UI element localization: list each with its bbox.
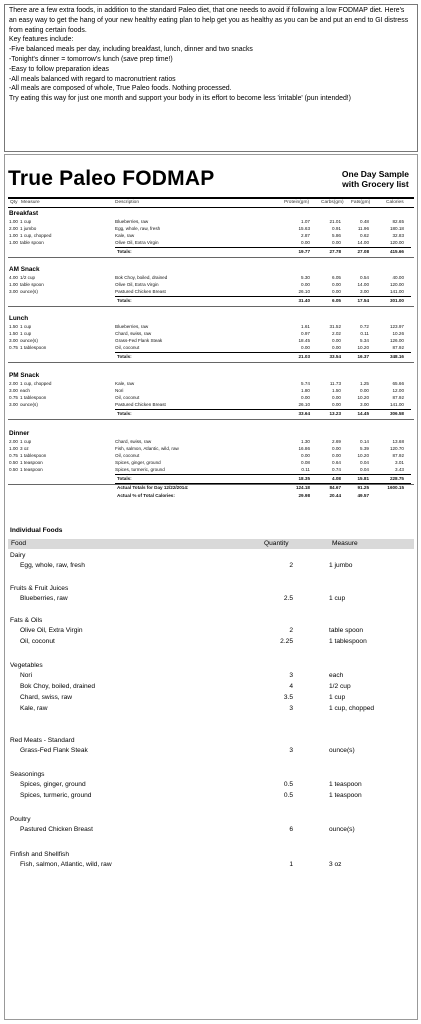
meal-row [5,226,417,232]
cell-carbs: 21.01 [329,219,341,224]
totals-value: 31.40 [298,298,310,303]
header-calories: Calories [386,200,404,205]
intro-text [4,4,418,152]
cell-fats: 0.72 [360,324,369,329]
meal-row [5,453,417,459]
food-category: Red Meats - Standard [10,737,75,744]
cell-fats: 0.14 [360,439,369,444]
food-measure: 1 cup, chopped [329,705,375,712]
food-quantity: 2.25 [280,638,293,645]
meal-row [5,395,417,401]
cell-protein: 26.10 [298,402,310,407]
meal-row [5,402,417,408]
food-name: Bok Choy, boiled, drained [20,683,96,690]
totals-value: 33.64 [298,411,310,416]
cell-protein: 2.87 [301,233,310,238]
header-description: Description [115,200,139,205]
food-name: Fish, salmon, Atlantic, wild, raw [20,861,112,868]
cell-carbs: 5.86 [332,233,341,238]
cell-fats: 5.34 [360,338,369,343]
totals-value: 27.08 [357,249,369,254]
cell-measure: 1 jumbo [20,226,37,231]
cell-description: Fish, salmon, Atlantic, wild, raw [115,446,179,451]
cell-description: Bok Choy, boiled, drained [115,275,168,280]
cell-measure: each [20,388,30,393]
cell-qty: 0.75 [9,453,18,458]
day-totals-row [5,485,417,491]
meal-totals-row [5,411,417,417]
totals-value: 228.75 [389,476,404,481]
meal-row [5,331,417,337]
meal-section-title: PM Snack [9,372,40,379]
cell-carbs: 0.00 [332,395,341,400]
food-measure: each [329,672,344,679]
food-quantity: 2.5 [283,595,293,602]
food-quantity: 1 [289,861,293,868]
meal-row [5,460,417,466]
meal-section-title: Dinner [9,430,30,437]
meal-row [5,446,417,452]
header-carbs: Carbs(gm) [321,200,344,205]
totals-label: Totals: [117,249,132,254]
totals-value: 6.05 [332,298,341,303]
cell-measure: 1 cup [20,219,32,224]
intro-line: Try eating this way for just one month and support your body in its effort to become less 'irritable' (pun intended!) [9,95,351,103]
meal-totals-row [5,476,417,482]
food-measure: 1 tablespoon [329,638,367,645]
food-measure: ounce(s) [329,747,355,754]
totals-value: 20.44 [329,493,341,498]
totals-value: 84.67 [329,485,341,490]
header-food-measure: Measure [332,540,358,547]
cell-description: Pastured Chicken Breast [115,289,166,294]
meal-table-header [5,199,417,207]
intro-paragraph: There are a few extra foods, in addition to the standard Paleo diet, that one needs to avoid if following a low FODMAP diet. Here's an easy way to get the hang of your new healthy eating plan to help get you as healthy as you can be and put an end to GI distress from eating certain foods. [9,7,409,34]
subtitle-line: with Grocery list [342,179,409,189]
cell-carbs: 0.00 [332,240,341,245]
cell-calories: 120.70 [389,446,404,451]
cell-carbs: 0.74 [332,467,341,472]
meal-section-title: Lunch [9,315,29,322]
meal-totals-row [5,298,417,304]
cell-carbs: 0.91 [332,226,341,231]
cell-description: Blueberries, raw [115,324,149,329]
food-name: Blueberries, raw [20,595,68,602]
intro-line: -Tonight's dinner = tomorrow's lunch (save prep time!) [9,55,173,63]
totals-value: 348.16 [389,354,404,359]
cell-carbs: 0.00 [332,402,341,407]
subtitle-line: One Day Sample [341,169,409,179]
cell-calories: 32.83 [392,233,404,238]
cell-calories: 3.01 [395,460,404,465]
cell-fats: 0.54 [360,275,369,280]
totals-value: 16.37 [357,354,369,359]
food-name: Oil, coconut [20,638,55,645]
cell-carbs: 31.52 [329,324,341,329]
cell-description: Kale, raw [115,381,135,386]
food-measure: 1 jumbo [329,562,353,569]
section-divider [8,257,414,258]
food-measure: 1 teaspoon [329,781,362,788]
food-measure: 1/2 cup [329,683,351,690]
grand-totals-rule [115,483,411,484]
cell-protein: 15.63 [298,226,310,231]
cell-calories: 10.26 [392,331,404,336]
totals-value: 124.18 [295,485,310,490]
cell-description: Chard, swiss, raw [115,439,152,444]
totals-label: Actual Totals for Day 12/22/2014: [117,485,189,490]
cell-qty: 2.00 [9,226,18,231]
totals-value: 27.78 [329,249,341,254]
cell-carbs: 6.05 [332,275,341,280]
cell-calories: 82.65 [392,219,404,224]
cell-carbs: 1.50 [332,388,341,393]
page-title: True Paleo FODMAP [8,167,215,190]
cell-measure: 1 tablespoon [20,395,47,400]
cell-measure: 1 tablespoon [20,453,47,458]
cell-qty: 1.50 [9,331,18,336]
totals-value: 33.54 [329,354,341,359]
cell-protein: 1.30 [301,439,310,444]
cell-calories: 126.00 [389,338,404,343]
intro-line: -Five balanced meals per day, including breakfast, lunch, dinner and two snacks [9,46,253,54]
cell-description: Spices, ginger, ground [115,460,161,465]
cell-qty: 2.00 [9,439,18,444]
section-divider [8,306,414,307]
cell-description: Olive Oil, Extra Virgin [115,240,159,245]
meal-row [5,275,417,281]
meal-row [5,381,417,387]
meal-row [5,324,417,330]
totals-value: 4.08 [332,476,341,481]
food-quantity: 3 [289,672,293,679]
food-category: Poultry [10,816,31,823]
cell-measure: 1 cup, chopped [20,381,52,386]
cell-calories: 120.00 [389,240,404,245]
totals-label: Totals: [117,298,132,303]
meal-section-title: AM Snack [9,266,40,273]
food-category: Seasonings [10,771,45,778]
cell-calories: 12.00 [392,388,404,393]
totals-label: Totals: [117,354,132,359]
cell-calories: 87.92 [392,395,404,400]
header-protein: Protein(gm) [284,200,310,205]
cell-measure: ounce(s) [20,402,38,407]
cell-carbs: 0.00 [332,345,341,350]
totals-rule [115,474,411,475]
cell-calories: 87.92 [392,453,404,458]
food-quantity: 0.5 [283,781,293,788]
cell-protein: 16.86 [298,446,310,451]
cell-carbs: 0.00 [332,446,341,451]
cell-fats: 14.00 [357,240,369,245]
cell-measure: 1 teaspoon [20,460,43,465]
totals-label: Totals: [117,476,132,481]
cell-protein: 5.74 [301,381,310,386]
food-quantity: 2 [289,562,293,569]
meal-row [5,338,417,344]
cell-calories: 141.00 [389,289,404,294]
cell-qty: 3.00 [9,338,18,343]
cell-fats: 0.48 [360,219,369,224]
food-quantity: 3.5 [283,694,293,701]
cell-calories: 123.97 [389,324,404,329]
food-category: Fats & Oils [10,617,43,624]
cell-measure: ounce(s) [20,289,38,294]
cell-carbs: 0.00 [332,282,341,287]
cell-protein: 1.61 [301,324,310,329]
food-quantity: 6 [289,826,293,833]
cell-measure: 1 cup [20,439,32,444]
cell-qty: 1.00 [9,282,18,287]
foods-table-header [8,539,414,549]
cell-qty: 3.00 [9,402,18,407]
cell-calories: 13.68 [392,439,404,444]
cell-protein: 0.00 [301,345,310,350]
cell-qty: 1.00 [9,446,18,451]
food-measure: 1 cup [329,595,346,602]
intro-line: -All meals balanced with regard to macronutrient ratios [9,75,176,83]
cell-measure: 1 cup [20,331,32,336]
meal-plan-sheet [4,154,418,1020]
cell-measure: table spoon [20,240,44,245]
totals-value: 306.58 [389,411,404,416]
header-rule [8,207,414,208]
cell-qty: 1.00 [9,240,18,245]
cell-description: Oil, coconut [115,395,140,400]
food-category: Finfish and Shellfish [10,851,70,858]
cell-protein: 0.00 [301,240,310,245]
cell-carbs: 0.64 [332,460,341,465]
totals-rule [115,409,411,410]
food-category: Dairy [10,552,26,559]
meal-section-title: Breakfast [9,210,39,217]
food-quantity: 3 [289,747,293,754]
cell-calories: 87.92 [392,345,404,350]
totals-rule [115,247,411,248]
meal-row [5,388,417,394]
cell-measure: 3 oz [20,446,29,451]
cell-measure: ounce(s) [20,338,38,343]
cell-fats: 3.00 [360,289,369,294]
section-divider [8,362,414,363]
cell-qty: 0.75 [9,345,18,350]
cell-calories: 141.00 [389,402,404,407]
cell-protein: 0.08 [301,460,310,465]
cell-fats: 0.11 [360,331,369,336]
cell-fats: 3.00 [360,402,369,407]
meal-totals-row [5,354,417,360]
food-name: Chard, swiss, raw [20,694,73,701]
totals-value: 49.57 [357,493,369,498]
intro-line: Key features include: [9,36,74,44]
cell-protein: 1.80 [301,388,310,393]
cell-description: Oil, coconut [115,345,140,350]
food-quantity: 3 [289,705,293,712]
food-quantity: 0.5 [283,792,293,799]
cell-qty: 0.50 [9,460,18,465]
cell-description: Grass-Fed Flank Steak [115,338,163,343]
cell-protein: 18.45 [298,338,310,343]
cell-description: Nori [115,388,124,393]
cell-qty: 0.75 [9,395,18,400]
cell-protein: 1.07 [301,219,310,224]
cell-measure: 1 teaspoon [20,467,43,472]
cell-qty: 1.00 [9,219,18,224]
totals-rule [115,296,411,297]
cell-qty: 0.50 [9,467,18,472]
food-name: Olive Oil, Extra Virgin [20,627,83,634]
food-category: Fruits & Fruit Juices [10,585,69,592]
cell-measure: table spoon [20,282,44,287]
cell-measure: 1 tablespoon [20,345,47,350]
cell-carbs: 11.73 [329,381,341,386]
cell-description: Olive Oil, Extra Virgin [115,282,159,287]
header-qty: Qty [10,200,18,205]
meal-row [5,289,417,295]
food-measure: 1 teaspoon [329,792,362,799]
percent-calories-row [5,493,417,499]
meal-row [5,439,417,445]
cell-fats: 0.04 [360,460,369,465]
header-food: Food [11,540,27,547]
cell-fats: 0.04 [360,467,369,472]
cell-calories: 3.43 [395,467,404,472]
header-fats: Fats(gm) [351,200,371,205]
food-name: Spices, ginger, ground [20,781,86,788]
cell-fats: 1.25 [360,381,369,386]
food-measure: 3 oz [329,861,342,868]
cell-protein: 0.11 [301,467,310,472]
totals-value: 15.81 [357,476,369,481]
header-measure: Measure [21,200,40,205]
totals-value: 91.25 [357,485,369,490]
cell-description: Chard, swiss, raw [115,331,152,336]
food-name: Kale, raw [20,705,48,712]
meal-row [5,240,417,246]
totals-value: 415.66 [389,249,404,254]
cell-carbs: 0.00 [332,338,341,343]
totals-value: 1600.15 [387,485,404,490]
cell-carbs: 2.02 [332,331,341,336]
totals-value: 21.03 [298,354,310,359]
meal-row [5,219,417,225]
cell-description: Oil, coconut [115,453,140,458]
cell-qty: 3.00 [9,289,18,294]
cell-fats: 11.96 [357,226,369,231]
food-category: Vegetables [10,662,43,669]
meal-totals-row [5,249,417,255]
intro-line: -All meals are composed of whole, True Paleo foods. Nothing processed. [9,85,232,93]
cell-description: Egg, whole, raw, fresh [115,226,161,231]
cell-calories: 120.00 [389,282,404,287]
totals-label: Actual % of Total Calories: [117,493,175,498]
cell-calories: 65.66 [392,381,404,386]
cell-protein: 0.00 [301,395,310,400]
cell-protein: 0.97 [301,331,310,336]
cell-fats: 0.62 [360,233,369,238]
cell-fats: 5.39 [360,446,369,451]
food-quantity: 4 [289,683,293,690]
totals-value: 14.45 [357,411,369,416]
cell-measure: 1/2 cup [20,275,36,280]
totals-value: 17.54 [357,298,369,303]
food-name: Nori [20,672,33,679]
cell-fats: 10.20 [357,453,369,458]
cell-measure: 1 cup [20,324,32,329]
cell-calories: 40.00 [392,275,404,280]
cell-qty: 1.00 [9,233,18,238]
cell-measure: 1 cup, chopped [20,233,52,238]
totals-value: 29.98 [298,493,310,498]
food-measure: ounce(s) [329,826,355,833]
cell-qty: 2.00 [9,381,18,386]
totals-label: Totals: [117,411,132,416]
cell-fats: 10.20 [357,345,369,350]
cell-qty: 1.50 [9,324,18,329]
cell-fats: 14.00 [357,282,369,287]
cell-carbs: 0.00 [332,289,341,294]
food-quantity: 2 [289,627,293,634]
cell-description: Blueberries, raw [115,219,149,224]
totals-value: 13.23 [329,411,341,416]
meal-row [5,282,417,288]
food-name: Spices, turmeric, ground [20,792,92,799]
cell-description: Spices, turmeric, ground [115,467,165,472]
totals-value: 301.00 [389,298,404,303]
cell-protein: 0.00 [301,282,310,287]
food-name: Egg, whole, raw, fresh [20,562,85,569]
cell-fats: 0.00 [360,388,369,393]
header-quantity: Quantity [264,540,289,547]
cell-protein: 0.00 [301,453,310,458]
meal-row [5,233,417,239]
cell-description: Pastured Chicken Breast [115,402,166,407]
food-measure: table spoon [329,627,364,634]
cell-protein: 26.10 [298,289,310,294]
cell-calories: 180.18 [389,226,404,231]
food-measure: 1 cup [329,694,346,701]
meal-row [5,345,417,351]
totals-value: 19.77 [298,249,310,254]
food-name: Pastured Chicken Breast [20,826,93,833]
meal-row [5,467,417,473]
section-divider [8,419,414,420]
intro-line: -Easy to follow preparation ideas [9,65,109,73]
food-name: Grass-Fed Flank Steak [20,747,88,754]
cell-carbs: 2.69 [332,439,341,444]
totals-value: 18.35 [298,476,310,481]
totals-rule [115,352,411,353]
cell-carbs: 0.00 [332,453,341,458]
cell-fats: 10.20 [357,395,369,400]
cell-protein: 5.30 [301,275,310,280]
individual-foods-title: Individual Foods [10,527,63,534]
cell-qty: 3.00 [9,388,18,393]
subtitle [342,169,409,189]
cell-description: Kale, raw [115,233,135,238]
cell-qty: 4.00 [9,275,18,280]
